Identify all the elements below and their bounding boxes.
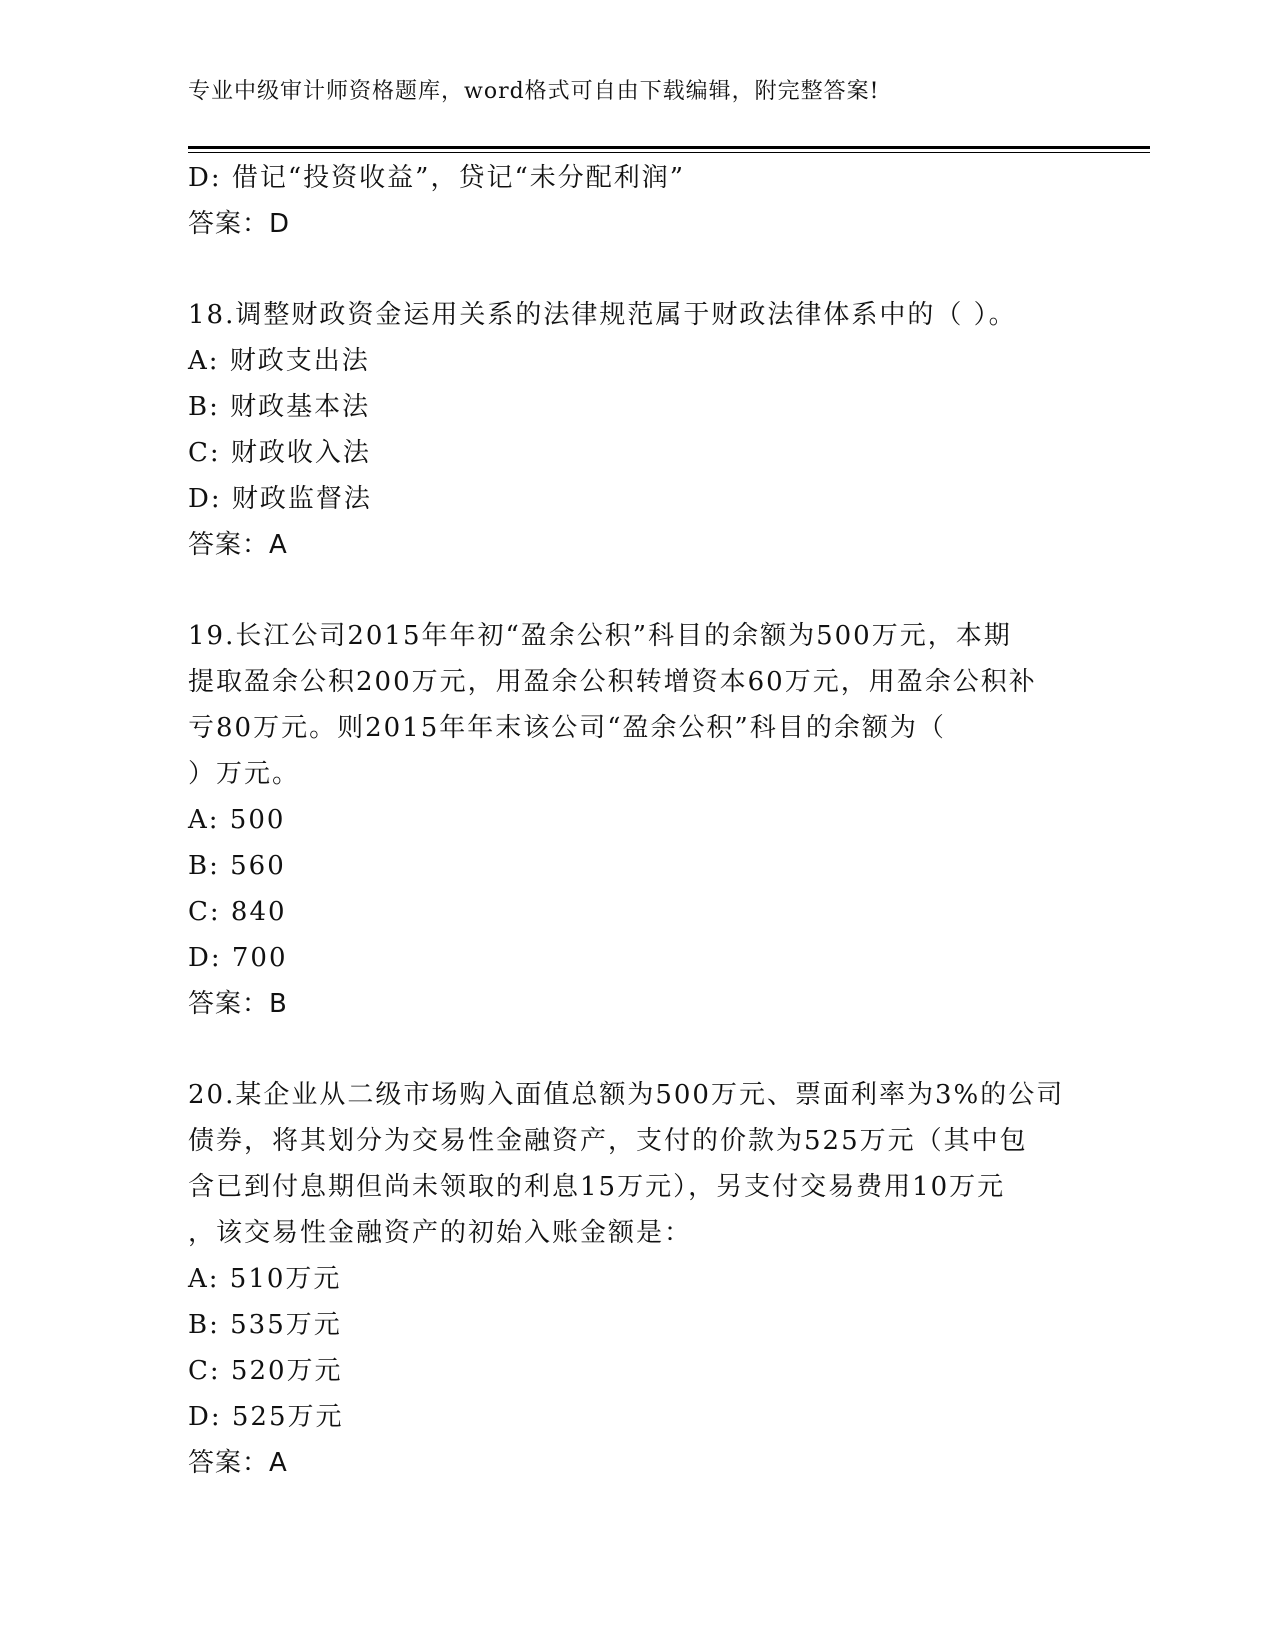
q18-option-a: A: 财政支出法 (188, 346, 370, 376)
q19-stem-line: 亏80万元。则2015年年末该公司“盈余公积”科目的余额为（ (188, 713, 946, 743)
q20-option-d: D: 525万元 (188, 1402, 344, 1432)
q20-stem-line: 20.某企业从二级市场购入面值总额为500万元、票面利率为3%的公司 (188, 1080, 1065, 1110)
q19-option-a: A: 500 (188, 805, 286, 835)
q20-option-c: C: 520万元 (188, 1356, 343, 1386)
question-19 (188, 613, 1088, 1027)
q20-option-b: B: 535万元 (188, 1310, 342, 1340)
q19-stem-line: 19.长江公司2015年年初“盈余公积”科目的余额为500万元，本期 (188, 621, 1012, 651)
question-18 (188, 292, 1088, 568)
spacer (188, 247, 1088, 292)
q19-answer: 答案：B (188, 989, 288, 1019)
spacer (188, 568, 1088, 613)
question-17-tail (188, 155, 1088, 247)
q19-option-c: C: 840 (188, 897, 287, 927)
q18-option-c: C: 财政收入法 (188, 438, 371, 468)
q18-stem: 18.调整财政资金运用关系的法律规范属于财政法律体系中的（ ）。 (188, 300, 1017, 330)
q18-option-b: B: 财政基本法 (188, 392, 371, 422)
q20-stem-line: 含已到付息期但尚未领取的利息15万元），另支付交易费用10万元 (188, 1172, 1006, 1202)
q19-option-b: B: 560 (188, 851, 286, 881)
q19-option-d: D: 700 (188, 943, 288, 973)
question-20 (188, 1072, 1088, 1486)
q18-option-d: D: 财政监督法 (188, 484, 372, 514)
q20-stem-line: 债券，将其划分为交易性金融资产，支付的价款为525万元（其中包 (188, 1126, 1028, 1156)
q19-stem-line: 提取盈余公积200万元，用盈余公积转增资本60万元，用盈余公积补 (188, 667, 1037, 697)
header-rule-thick (188, 146, 1150, 149)
question-content (188, 155, 1088, 1486)
page-header: 专业中级审计师资格题库，word格式可自由下载编辑，附完整答案! (188, 79, 880, 104)
q20-answer: 答案：A (188, 1448, 288, 1478)
q17-option-d: D: 借记“投资收益”，贷记“未分配利润” (188, 163, 686, 193)
q18-answer: 答案：A (188, 530, 288, 560)
spacer (188, 1027, 1088, 1072)
q20-option-a: A: 510万元 (188, 1264, 342, 1294)
q20-stem-line: ，该交易性金融资产的初始入账金额是： (188, 1218, 693, 1248)
q17-answer: 答案：D (188, 209, 291, 239)
header-rule-thin (188, 152, 1150, 153)
q19-stem-line: ）万元。 (188, 759, 301, 789)
